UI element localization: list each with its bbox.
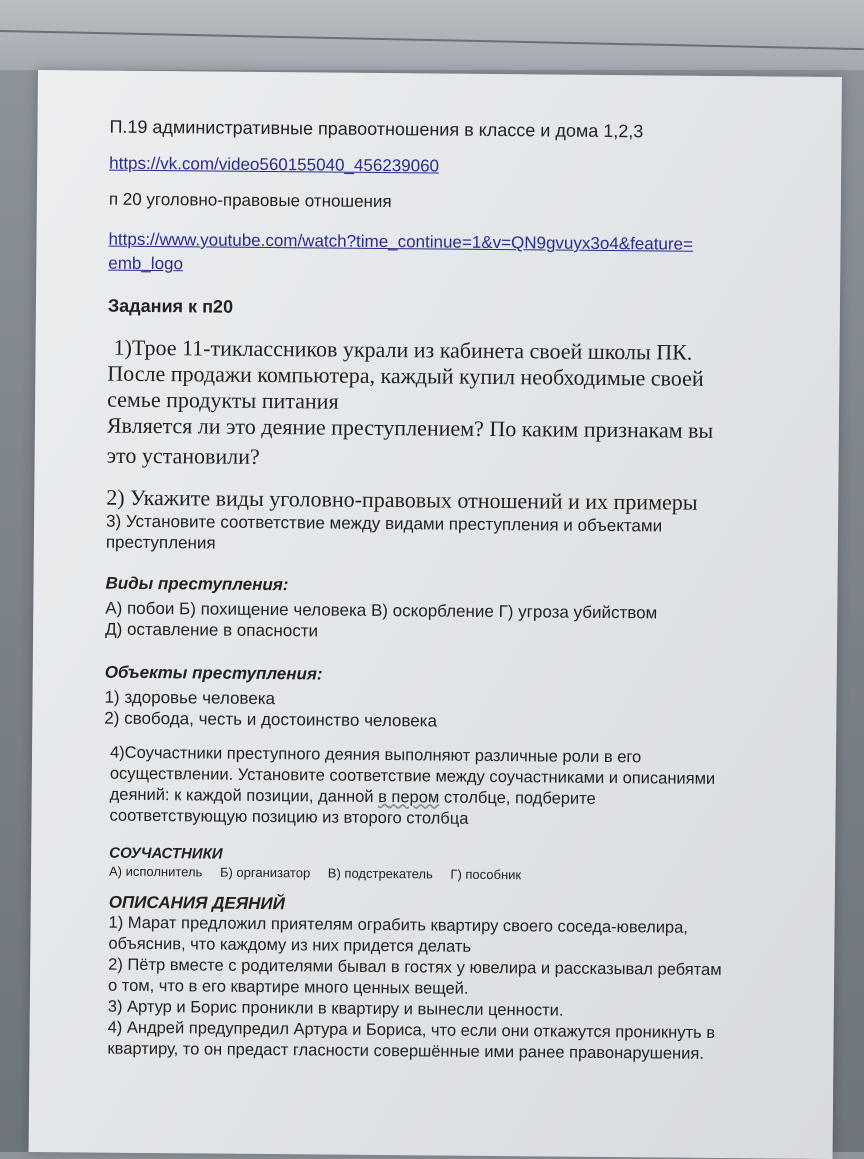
crime-objects-title: Объекты преступления:	[104, 662, 323, 684]
task4-line: осуществлении. Установите соответствие между соучастниками и описаниями	[109, 764, 716, 788]
crime-types	[105, 573, 818, 646]
task1-line: После продажи компьютера, каждый купил необходимые своей	[107, 360, 704, 391]
spellcheck-word: в пером	[378, 787, 440, 807]
youtube-link-line2[interactable]: emb_logo	[108, 253, 184, 274]
task1-line: Является ли это деяние преступлением? По каким признакам вы	[106, 412, 714, 443]
crime-types-title: Виды преступления:	[105, 573, 289, 595]
crime-object-item: 1) здоровье человека	[104, 687, 276, 709]
document-page	[29, 70, 842, 1159]
crime-types-line: А) побои Б) похищение человека В) оскорбление Г) угроза убийством	[105, 598, 658, 623]
role-item: В) подстрекатель	[327, 865, 433, 882]
crime-objects	[104, 662, 817, 735]
description-line: 1) Марат предложил приятелям ограбить квартиру своего соседа-ювелира,	[108, 913, 688, 937]
task4-text: столбце, подберите	[439, 788, 596, 808]
task1-line: 1)Трое 11-тиклассников украли из кабинета своей школы ПК.	[113, 334, 693, 365]
heading-p20: п 20 уголовно-правовые отношения	[108, 189, 392, 212]
vk-video-link[interactable]: https://vk.com/video560155040_456239060	[109, 153, 440, 176]
crime-types-line: Д) оставление в опасности	[105, 619, 319, 641]
description-line: о том, что в его квартире много ценных вещей.	[107, 976, 469, 998]
description-line: 3) Артур и Борис проникли в квартиру и вынесли ценности.	[107, 997, 564, 1020]
monitor-bezel	[0, 0, 864, 70]
task3-line: преступления	[105, 532, 216, 553]
crime-object-item: 2) свобода, честь и достоинство человека	[104, 708, 438, 731]
task3-line: 3) Установите соответствие между видами преступления и объектами	[105, 511, 663, 536]
description-line: 4) Андрей предупредил Артура и Бориса, что если они откажутся проникнуть в	[107, 1018, 716, 1042]
task4-line: 4)Соучастники преступного деяния выполняют различные роли в его	[109, 743, 642, 767]
youtube-link-line1[interactable]: https://www.youtube.com/watch?time_continue=1&v=QN9gvuyx3o4&feature=	[108, 229, 694, 254]
task1-line: это установили?	[106, 442, 260, 469]
descriptions-title: ОПИСАНИЯ ДЕЯНИЙ	[108, 892, 285, 914]
heading-p19: П.19 административные правоотношения в классе и дома 1,2,3	[109, 116, 644, 142]
document-content	[101, 117, 821, 1066]
task-1	[107, 335, 820, 475]
description-line: объяснив, что каждому из них придется делать	[108, 934, 472, 956]
task-4	[103, 743, 816, 833]
description-line: квартиру, то он предаст гласности совершённые ими ранее правонарушения.	[107, 1039, 704, 1063]
accomplices-title: СОУЧАСТНИКИ	[109, 844, 223, 863]
task1-line: семье продукты питания	[107, 386, 339, 414]
role-item: Б) организатор	[219, 864, 311, 881]
role-item: А) исполнитель	[108, 863, 203, 880]
description-line: 2) Пётр вместе с родителями бывал в гостях у ювелира и рассказывал ребятам	[108, 955, 722, 979]
task4-text: деяний: к каждой позиции, данной	[109, 785, 379, 806]
task4-line: соответствующую позицию из второго столбца	[109, 806, 469, 828]
task-2: 2) Укажите виды уголовно-правовых отношений и их примеры	[106, 484, 698, 515]
descriptions-list	[101, 913, 814, 1066]
task-3	[106, 511, 818, 559]
tasks-title: Задания к п20	[107, 295, 234, 317]
role-item: Г) пособник	[450, 866, 522, 883]
